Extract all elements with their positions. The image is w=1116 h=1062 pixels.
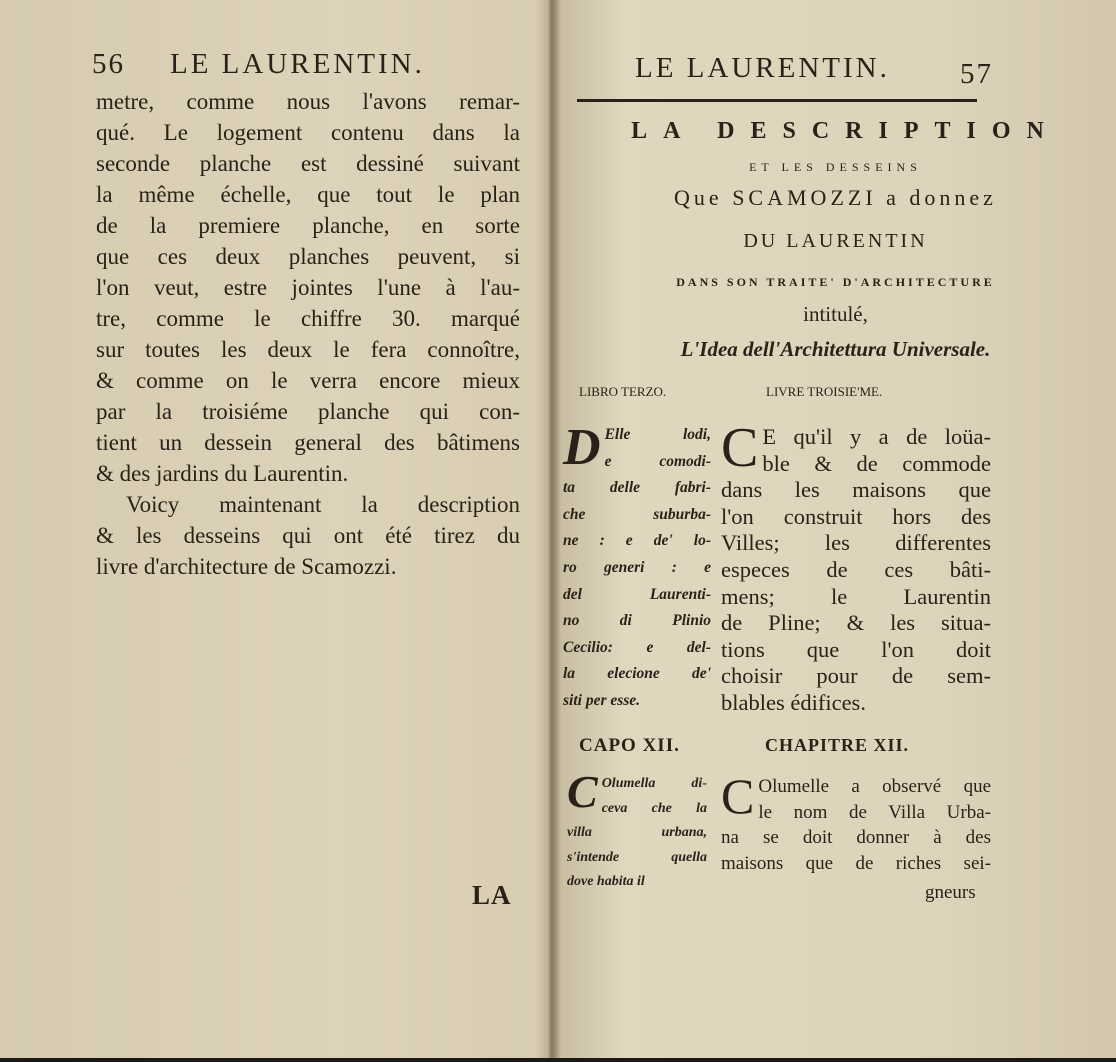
french-chapter-text [721, 768, 991, 876]
text-line: metre, comme nous l'avons remar- [96, 89, 520, 114]
right-page-number: 57 [960, 58, 993, 90]
drop-cap: C [567, 766, 598, 817]
text-line: ble & de commode [762, 450, 991, 476]
italian-chapter-text [567, 766, 707, 895]
title-line-1: LA DESCRIPTION [631, 118, 1060, 144]
text-line: sur toutes les deux le fera connoître, [96, 337, 520, 362]
text-line: de Pline; & les situa- [721, 610, 991, 636]
text-line: che suburba- [563, 505, 711, 523]
text-line: l'on veut, estre jointes l'une à l'au- [96, 275, 520, 300]
text-line: choisir pour de sem- [721, 663, 991, 689]
right-page [555, 0, 1116, 1058]
text-line: la même échelle, que tout le plan [96, 182, 520, 207]
title-line-5: DANS SON TRAITE' D'ARCHITECTURE [676, 275, 995, 289]
chapter-heading-italian: CAPO XII. [579, 735, 680, 756]
text-line: la elecione de' [563, 665, 711, 683]
text-line: ne : e de' lo- [563, 532, 711, 550]
italian-summary [563, 419, 711, 715]
column-heading-italian: LIBRO TERZO. [579, 384, 667, 399]
title-line-6: intitulé, [803, 302, 868, 326]
text-line: tions que l'on doit [721, 636, 991, 662]
text-line: Villes; les differentes [721, 530, 991, 556]
left-page-number: 56 [92, 48, 125, 80]
left-page [0, 0, 549, 1058]
text-line: Olumella di- [601, 776, 707, 791]
text-line: no di Plinio [563, 612, 711, 630]
text-line: mens; le Laurentin [721, 583, 991, 609]
title-line-7: L'Idea dell'Architettura Universale. [680, 337, 991, 361]
head-rule [577, 99, 977, 102]
text-line: tient un dessein general des bâtimens [96, 430, 520, 455]
text-line: Cecilio: e del- [563, 638, 711, 656]
title-line-2: ET LES DESSEINS [749, 160, 922, 174]
text-line: Elle lodi, [604, 426, 711, 443]
text-line: especes de ces bâti- [721, 556, 991, 582]
text-line: ceva che la [601, 800, 707, 816]
text-line: seconde planche est dessiné suivant [96, 151, 520, 176]
text-line: na se doit donner à des [721, 827, 991, 848]
text-line: ro generi : e [563, 558, 711, 576]
text-line: dans les maisons que [721, 477, 991, 503]
left-catchword: LA [472, 880, 512, 910]
text-line: dove habita il [567, 874, 645, 889]
drop-cap: D [563, 419, 601, 476]
left-body-text [96, 86, 520, 582]
title-line-3: Que SCAMOZZI a donnez [674, 185, 997, 210]
text-line: par la troisiéme planche qui con- [96, 399, 520, 424]
text-line: & les desseins qui ont été tirez du [96, 523, 520, 548]
text-line: blables édifices. [721, 689, 866, 715]
text-line: l'on construit hors des [721, 503, 991, 529]
text-line: qué. Le logement contenu dans la [96, 120, 520, 145]
text-line: del Laurenti- [563, 585, 711, 603]
text-line: de la premiere planche, en sorte [96, 213, 520, 238]
text-line: e comodi- [604, 452, 711, 470]
text-line: ta delle fabri- [563, 479, 711, 497]
drop-cap: C [721, 768, 755, 824]
text-line: tre, comme le chiffre 30. marqué [96, 306, 520, 331]
text-line: livre d'architecture de Scamozzi. [96, 554, 397, 579]
title-line-4: DU LAURENTIN [743, 230, 928, 252]
right-catchword: gneurs [925, 882, 976, 903]
text-line: le nom de Villa Urba- [758, 801, 991, 823]
text-line: E qu'il y a de loüa- [762, 424, 991, 449]
text-line: villa urbana, [567, 825, 707, 840]
text-line: & des jardins du Laurentin. [96, 461, 349, 486]
french-summary [721, 417, 991, 717]
text-line: que ces deux planches peuvent, si [96, 244, 520, 269]
left-running-head: LE LAURENTIN. [170, 48, 425, 80]
text-line: Olumelle a observé que [758, 776, 991, 797]
drop-cap: C [721, 417, 759, 479]
text-line: maisons que de riches sei- [721, 852, 991, 874]
scan-bottom-edge [0, 1058, 1116, 1062]
text-line: s'intende quella [567, 849, 707, 865]
right-running-head: LE LAURENTIN. [635, 52, 890, 84]
chapter-heading-french: CHAPITRE XII. [765, 735, 910, 755]
text-line: & comme on le verra encore mieux [96, 368, 520, 393]
text-line: siti per esse. [563, 691, 641, 709]
column-heading-french: LIVRE TROISIE'ME. [766, 384, 883, 399]
text-line: Voicy maintenant la description [126, 492, 520, 517]
